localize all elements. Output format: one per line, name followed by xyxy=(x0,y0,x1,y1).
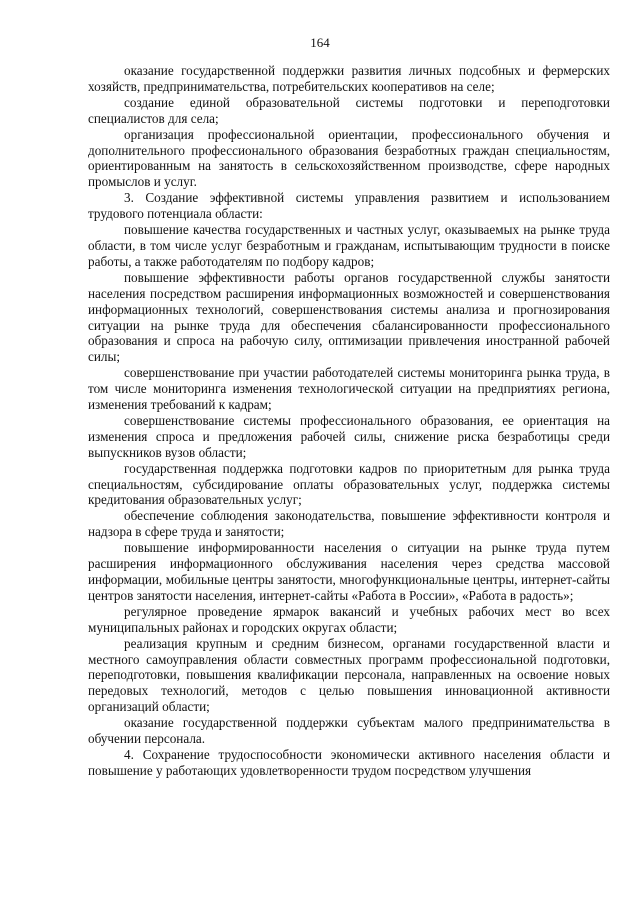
paragraph: обеспечение соблюдения законодательства, повышение эффективности контроля и надзора в сфере труда и занятости; xyxy=(88,508,610,540)
paragraph: организация профессиональной ориентации, профессионального обучения и дополнительного профессионального образования безработных граждан специальностям, ориентированным на занятость в сельскохозяйственном производстве, сфере народных промыслов и услуг. xyxy=(88,126,610,190)
paragraph: создание единой образовательной системы подготовки и переподготовки специалистов для села; xyxy=(88,94,610,126)
document-body xyxy=(88,63,610,779)
paragraph: регулярное проведение ярмарок вакансий и учебных рабочих мест во всех муниципальных районах и городских округах области; xyxy=(88,603,610,635)
paragraph: повышение качества государственных и частных услуг, оказываемых на рынке труда области, в том числе услуг безработным и гражданам, испытывающим трудности в поиске работы, а также работодателям по подбору кадров; xyxy=(88,222,610,269)
paragraph: оказание государственной поддержки развития личных подсобных и фермерских хозяйств, предпринимательства, потребительских кооперативов на селе; xyxy=(88,63,610,94)
page-number: 164 xyxy=(310,35,330,50)
paragraph: реализация крупным и средним бизнесом, органами государственной власти и местного самоуправления области совместных программ профессиональной подготовки, переподготовки, повышения квалификации персонала, направленных на освоение новых передовых технологий, методов с целью повышения инновационной активности организаций области; xyxy=(88,635,610,715)
paragraph: совершенствование при участии работодателей системы мониторинга рынка труда, в том числе мониторинга изменения технологической ситуации на предприятиях региона, изменения требований к кадрам; xyxy=(88,365,610,413)
paragraph: повышение эффективности работы органов государственной службы занятости населения посредством расширения информационных возможностей и совершенствования информационных технологий, совершенствования системы анализа и прогнозирования ситуации на рынке труда для обеспечения сбалансированности профессионального образования и спроса на рабочую силу, оптимизации привлечения иностранной рабочей силы; xyxy=(88,269,610,365)
paragraph: оказание государственной поддержки субъектам малого предпринимательства в обучении персонала. xyxy=(88,715,610,747)
paragraph: совершенствование системы профессионального образования, ее ориентация на изменения спроса и предложения рабочей силы, снижение риска безработицы среди выпускников вузов области; xyxy=(88,412,610,460)
paragraph: государственная поддержка подготовки кадров по приоритетным для рынка труда специальностям, субсидирование оплаты образовательных услуг, поддержка системы кредитования образовательных услуг; xyxy=(88,460,610,508)
paragraph: повышение информированности населения о ситуации на рынке труда путем расширения информационного обслуживания населения через средства массовой информации, мобильные центры занятости, многофункциональные центры, интернет-сайты центров занятости населения, интернет-сайты «Работа в России», «Работа в радость»; xyxy=(88,540,610,603)
section-heading-paragraph: 4. Сохранение трудоспособности экономически активного населения области и повышение у работающих удовлетворенности трудом посредством улучшения xyxy=(88,746,610,778)
section-heading-paragraph: 3. Создание эффективной системы управления развитием и использованием трудового потенциала области: xyxy=(88,190,610,222)
